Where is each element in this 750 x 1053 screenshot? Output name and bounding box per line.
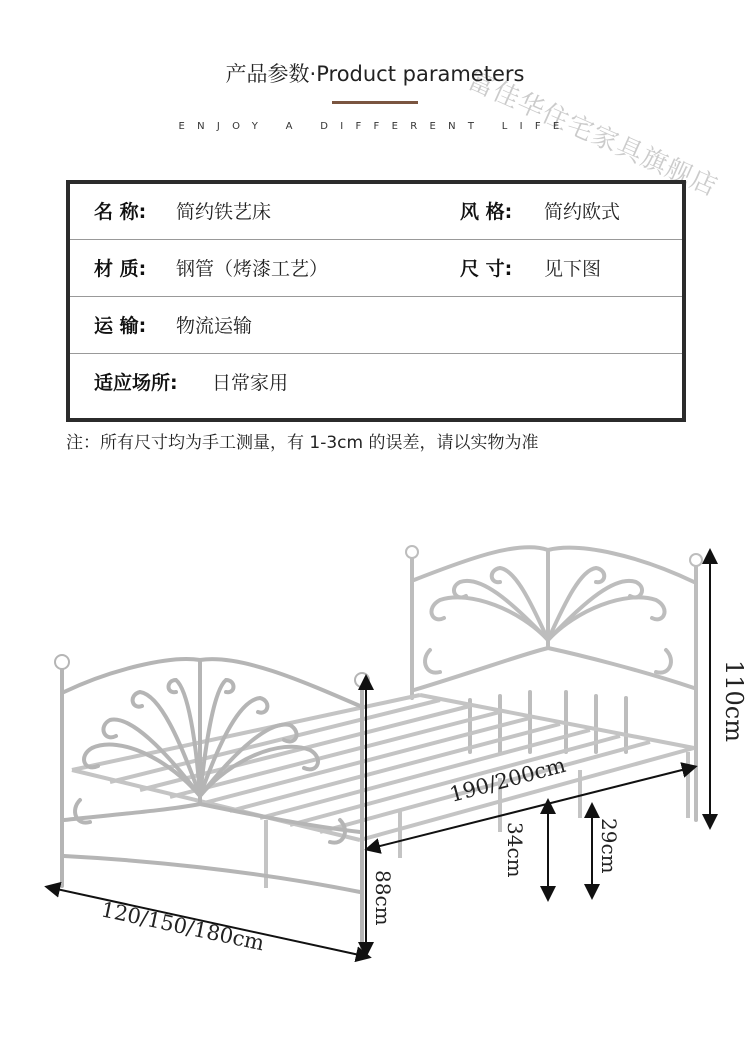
parameter-table (66, 180, 686, 422)
param-label-size: 尺 寸: (460, 258, 513, 280)
param-value-shipping: 物流运输 (176, 315, 253, 337)
watermark: 富佳华住宅家具旗舰店 (463, 65, 723, 203)
bed-illustration (0, 520, 750, 980)
param-label-name: 名 称: (94, 201, 147, 223)
page-title: 产品参数·Product parameters (225, 62, 525, 86)
headboard-finial-right (690, 554, 702, 566)
length-label: 190/200cm (447, 752, 569, 807)
footboard-finial-left (55, 655, 69, 669)
foot-height-label: 88cm (371, 870, 395, 926)
bed-diagram (0, 520, 750, 980)
measurement-note: 注：所有尺寸均为手工测量，有 1-3cm 的误差，请以实物为准 (66, 433, 539, 453)
clearance-label: 29cm (597, 818, 621, 874)
param-label-place: 适应场所: (94, 372, 178, 394)
param-label-material: 材 质: (94, 258, 147, 280)
param-row-shipping (70, 298, 682, 354)
head-height-label: 110cm (720, 660, 748, 743)
param-label-style: 风 格: (460, 201, 513, 223)
param-value-name: 简约铁艺床 (176, 201, 272, 223)
param-row-name-style (70, 184, 682, 240)
leg-height-label: 34cm (503, 822, 527, 878)
param-value-style: 简约欧式 (544, 201, 621, 223)
param-value-material: 钢管（烤漆工艺） (176, 258, 329, 280)
width-label: 120/150/180cm (98, 897, 267, 956)
page-subtitle: ENJOY A DIFFERENT LIFE (178, 121, 572, 132)
headboard-finial-left (406, 546, 418, 558)
param-value-size: 见下图 (544, 258, 602, 280)
param-label-shipping: 运 输: (94, 315, 147, 337)
title-underline (332, 101, 418, 104)
param-row-place (70, 355, 682, 411)
param-row-material-size (70, 241, 682, 297)
param-value-place: 日常家用 (212, 372, 289, 394)
